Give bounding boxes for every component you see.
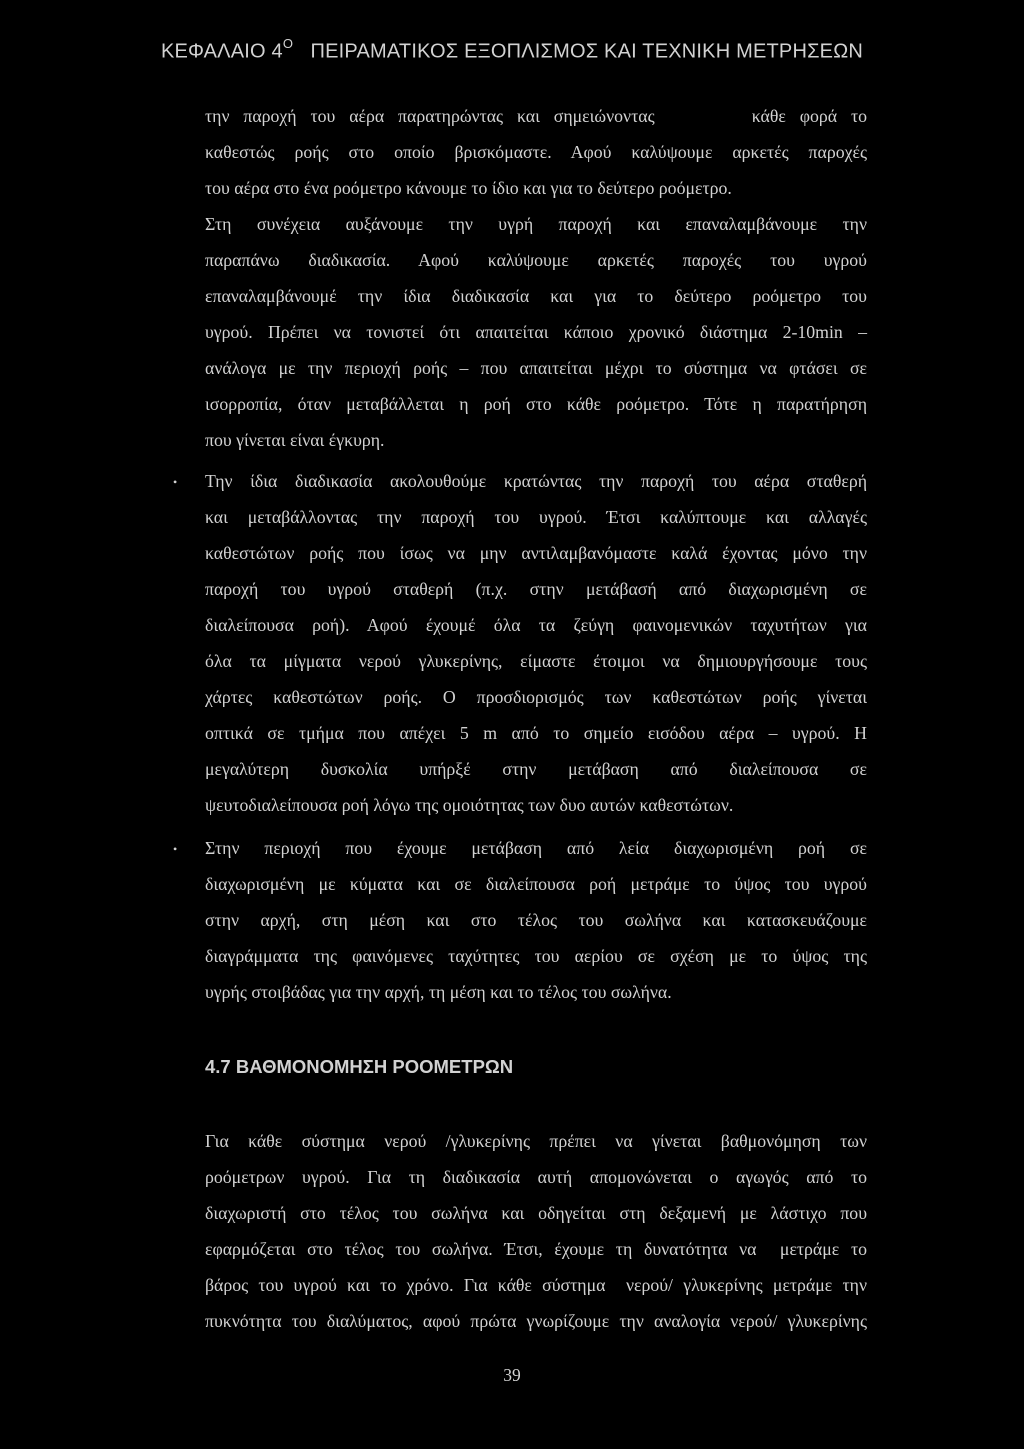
text-line: Στη συνέχεια αυξάνουμε την υγρή παροχή και επαναλαμβάνουμε την [205,214,867,234]
text-line: επαναλαμβάνουμέ την ίδια διαδικασία και για το δεύτερο ροόμετρο του [205,286,867,306]
text-line: οπτικά σε τμήμα που απέχει 5 m από το σημείο εισόδου αέρα – υγρού. Η [205,723,867,743]
text-line: διαχωριστή στο τέλος του σωλήνα και οδηγείται στη δεξαμενή με λάστιχο που [205,1203,867,1223]
text-line: βάρος του υγρού και το χρόνο. Για κάθε σύστημα νερού/ γλυκερίνης μετράμε την [205,1275,867,1295]
text-line: παραπάνω διαδικασία. Αφού καλύψουμε αρκετές παροχές του υγρού [205,250,867,270]
text-line: και μεταβάλλοντας την παροχή του υγρού. Έτσι καλύπτουμε και αλλαγές [205,507,867,527]
text-line: χάρτες καθεστώτων ροής. Ο προσδιορισμός των καθεστώτων ροής γίνεται [205,687,867,707]
text-line: καθεστώς ροής στο οποίο βρισκόμαστε. Αφού καλύψουμε αρκετές παροχές [205,142,867,162]
text-line: πυκνότητα του διαλύματος, αφού πρώτα γνωρίζουμε την αναλογία νερού/ γλυκερίνης [205,1311,867,1331]
text-line: παροχή του υγρού σταθερή (π.χ. στην μετάβασή από διαχωρισμένη σε [205,579,867,599]
text-line: διαλείπουσα ροή). Αφού έχουμέ όλα τα ζεύγη φαινομενικών ταχυτήτων για [205,615,867,635]
chapter-superscript: Ο [282,36,294,51]
text-line: εφαρμόζεται στο τέλος του σωλήνα. Έτσι, έχουμε τη δυνατότητα να μετράμε το [205,1239,867,1259]
text-line: διαχωρισμένη με κύματα και σε διαλείπουσα ροή μετράμε το ύψος του υγρού [205,874,867,894]
text-line: υγρής στοιβάδας για την αρχή, τη μέση και το τέλος του σωλήνα. [205,982,672,1002]
text-line: καθεστώτων ροής που ίσως να μην αντιλαμβανόμαστε καλά έχοντας μόνο την [205,543,867,563]
text-line: ισορροπία, όταν μεταβάλλεται η ροή στο κάθε ροόμετρο. Τότε η παρατήρηση [205,394,867,414]
page-number: 39 [503,1365,521,1385]
section-heading: 4.7 ΒΑΘΜΟΝΟΜΗΣΗ ΡΟΟΜΕΤΡΩΝ [205,1056,514,1077]
bullet-marker: • [173,475,178,489]
text-line: Την ίδια διαδικασία ακολουθούμε κρατώντας την παροχή του αέρα σταθερή [205,471,867,491]
text-line: όλα τα μίγματα νερού γλυκερίνης, είμαστε έτοιμοι να δημιουργήσουμε τους [205,651,867,671]
text-line: του αέρα στο ένα ροόμετρο κάνουμε το ίδιο και για το δεύτερο ροόμετρο. [205,178,732,198]
text-line: Για κάθε σύστημα νερού /γλυκερίνης πρέπει να γίνεται βαθμονόμηση των [205,1131,867,1151]
chapter-label: ΚΕΦΑΛΑΙΟ 4 [160,40,283,63]
text-line: ψευτοδιαλείπουσα ροή λόγω της ομοιότητας των δυο αυτών καθεστώτων. [205,795,734,815]
bullet-marker: • [173,842,178,856]
text-line: διαγράμματα της φαινόμενες ταχύτητες του αερίου σε σχέση με το ύψος της [205,946,867,966]
text-line: μεγαλύτερη δυσκολία υπήρξέ στην μετάβαση από διαλείπουσα σε [205,759,867,779]
text-line: Στην περιοχή που έχουμε μετάβαση από λεία διαχωρισμένη ροή σε [205,838,867,858]
text-line: ανάλογα με την περιοχή ροής – που απαιτείται μέχρι το σύστημα να φτάσει σε [205,358,867,378]
text-line: στην αρχή, στη μέση και στο τέλος του σωλήνα και κατασκευάζουμε [205,910,867,930]
text-line: υγρού. Πρέπει να τονιστεί ότι απαιτείται κάποιο χρονικό διάστημα 2-10min – [205,322,867,342]
text-line: ροόμετρων υγρού. Για τη διαδικασία αυτή απομονώνεται ο αγωγός από το [205,1167,867,1187]
page-header [0,38,1024,64]
text-line: που γίνεται είναι έγκυρη. [205,430,385,450]
chapter-title: ΠΕΙΡΑΜΑΤΙΚΟΣ ΕΞΟΠΛΙΣΜΟΣ ΚΑΙ ΤΕΧΝΙΚΗ ΜΕΤΡΗΣΕΩΝ [310,40,864,63]
text-line: την παροχή του αέρα παρατηρώντας και σημειώνοντας κάθε φορά το [205,106,867,126]
